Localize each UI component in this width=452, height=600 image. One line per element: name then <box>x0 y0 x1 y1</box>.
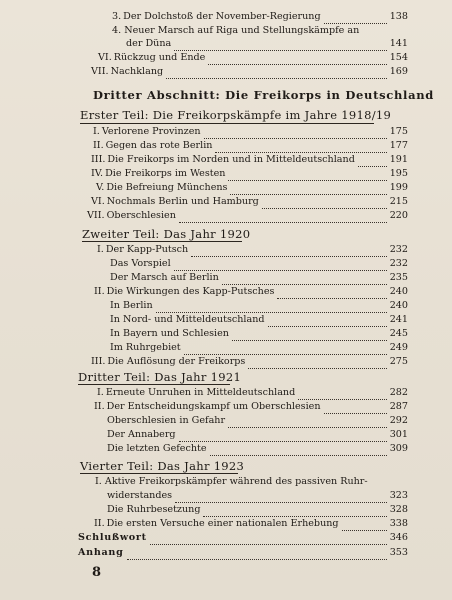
toc-entry <box>94 400 408 414</box>
entry-title: Der Entscheidungskampf um Oberschlesien <box>106 401 321 412</box>
leader-dots <box>127 549 387 560</box>
entry-page: 220 <box>389 210 408 221</box>
entry-title: Der Dolchstoß der November-Regierung <box>123 11 321 22</box>
entry-page: 191 <box>389 154 408 165</box>
entry-page: 338 <box>389 518 408 529</box>
leader-dots <box>277 288 386 299</box>
toc-entry <box>93 125 408 139</box>
entry-title: Schlußwort <box>78 532 147 543</box>
leader-dots <box>175 492 387 503</box>
entry-page: 245 <box>389 328 408 339</box>
part-heading: Zweiter Teil: Das Jahr 1920 <box>82 227 251 241</box>
entry-page: 275 <box>389 356 408 367</box>
entry-title: Die Freikorps im Westen <box>105 168 226 179</box>
leader-dots <box>208 54 386 65</box>
leader-dots <box>228 417 387 428</box>
leader-dots <box>166 68 387 79</box>
leader-dots <box>184 344 387 355</box>
entry-title: Die Ruhrbesetzung <box>107 504 201 515</box>
entry-title: Das Vorspiel <box>110 258 171 269</box>
entry-page: 309 <box>389 443 408 454</box>
section-heading: Dritter Abschnitt: Die Freikorps in Deutschland <box>93 88 435 102</box>
entry-page: 287 <box>389 401 408 412</box>
entry-page: 301 <box>389 429 408 440</box>
leader-dots <box>324 13 387 24</box>
toc-entry <box>112 10 408 24</box>
entry-title: Die Auflösung der Freikorps <box>107 356 246 367</box>
entry-number: II. <box>94 286 105 297</box>
toc-entry <box>110 341 408 355</box>
toc-entry <box>110 271 408 285</box>
leader-dots <box>324 403 387 414</box>
toc-entry <box>110 257 408 271</box>
toc-entry <box>78 546 408 560</box>
leader-dots <box>191 246 386 257</box>
leader-dots <box>174 40 386 51</box>
entry-title: Anhang <box>78 547 124 558</box>
entry-number: VII. <box>87 210 105 221</box>
toc-entry <box>78 531 408 545</box>
entry-number: II. <box>94 518 105 529</box>
entry-title: Nochmals Berlin und Hamburg <box>106 196 259 207</box>
leader-dots <box>342 520 387 531</box>
toc-entry <box>126 37 408 51</box>
leader-dots <box>298 389 386 400</box>
entry-number: 4. <box>112 25 122 36</box>
entry-number: I. <box>97 244 104 255</box>
toc-entry <box>110 313 408 327</box>
entry-title: Aktive Freikorpskämpfer während des passiven Ruhr- <box>104 476 368 487</box>
entry-title: Oberschlesien in Gefahr <box>107 415 226 426</box>
leader-dots <box>248 358 386 369</box>
entry-page: 292 <box>389 415 408 426</box>
toc-entry <box>91 355 408 369</box>
entry-title: widerstandes <box>107 490 173 501</box>
toc-entry <box>110 299 408 313</box>
entry-page: 175 <box>389 126 408 137</box>
entry-number: III. <box>91 356 106 367</box>
leader-dots <box>228 170 386 181</box>
entry-title: In Berlin <box>110 300 153 311</box>
leader-dots <box>204 128 387 139</box>
entry-title: Oberschlesien <box>106 210 176 221</box>
toc-entry <box>97 386 408 400</box>
toc-entry <box>94 517 408 531</box>
toc-entry <box>107 489 408 503</box>
entry-title: Die Freikorps im Norden und in Mitteldeutschland <box>107 154 355 165</box>
entry-page: 141 <box>389 38 408 49</box>
toc-entry <box>94 285 408 299</box>
part-heading: Erster Teil: Die Freikorpskämpfe im Jahre 1918/19 <box>80 108 392 122</box>
entry-title: Gegen das rote Berlin <box>105 140 213 151</box>
entry-title: Neuer Marsch auf Riga und Stellungskämpfe an <box>124 25 360 36</box>
entry-title: Erneute Unruhen in Mitteldeutschland <box>105 387 296 398</box>
toc-entry <box>95 475 368 489</box>
leader-dots <box>232 330 387 341</box>
entry-number: IV. <box>91 168 104 179</box>
entry-page: 249 <box>389 342 408 353</box>
entry-title: der Düna <box>126 38 172 49</box>
entry-page: 323 <box>389 490 408 501</box>
toc-entry <box>96 181 408 195</box>
entry-page: 240 <box>389 300 408 311</box>
leader-dots <box>268 316 387 327</box>
entry-page: 235 <box>389 272 408 283</box>
leader-dots <box>174 260 387 271</box>
page-number: 8 <box>92 565 102 580</box>
entry-page: 199 <box>389 182 408 193</box>
entry-title: Die Wirkungen des Kapp-Putsches <box>106 286 275 297</box>
heading-rule <box>78 384 230 385</box>
heading-rule <box>82 241 242 242</box>
heading-rule <box>80 473 238 474</box>
leader-dots <box>179 431 387 442</box>
part-heading: Dritter Teil: Das Jahr 1921 <box>78 370 242 384</box>
toc-entry <box>107 503 408 517</box>
entry-page: 195 <box>389 168 408 179</box>
toc-entry <box>107 428 408 442</box>
leader-dots <box>262 198 387 209</box>
leader-dots <box>230 184 386 195</box>
entry-page: 177 <box>389 140 408 151</box>
toc-entry <box>107 414 408 428</box>
entry-number: II. <box>94 401 105 412</box>
entry-number: VI. <box>91 196 105 207</box>
entry-page: 215 <box>389 196 408 207</box>
entry-number: V. <box>96 182 105 193</box>
entry-page: 346 <box>389 532 408 543</box>
entry-page: 169 <box>389 66 408 77</box>
entry-title: Die letzten Gefechte <box>107 443 207 454</box>
entry-title: Die Befreiung Münchens <box>106 182 228 193</box>
leader-dots <box>358 156 387 167</box>
toc-entry <box>91 153 408 167</box>
leader-dots <box>150 534 387 545</box>
leader-dots <box>210 445 387 456</box>
entry-number: I. <box>97 387 104 398</box>
entry-title: Rückzug und Ende <box>113 52 206 63</box>
part-heading: Vierter Teil: Das Jahr 1923 <box>80 459 245 473</box>
entry-page: 353 <box>389 547 408 558</box>
entry-page: 232 <box>389 244 408 255</box>
toc-entry <box>107 442 408 456</box>
entry-number: I. <box>93 126 100 137</box>
entry-number: VI. <box>98 52 112 63</box>
toc-entry <box>110 327 408 341</box>
toc-entry <box>91 167 408 181</box>
entry-page: 241 <box>389 314 408 325</box>
entry-number: 3. <box>112 11 122 22</box>
entry-title: In Bayern und Schlesien <box>110 328 229 339</box>
entry-title: Nachklang <box>110 66 164 77</box>
entry-page: 232 <box>389 258 408 269</box>
entry-number: I. <box>95 476 102 487</box>
entry-page: 138 <box>389 11 408 22</box>
toc-entry <box>91 65 408 79</box>
entry-page: 282 <box>389 387 408 398</box>
entry-page: 240 <box>389 286 408 297</box>
toc-entry <box>98 51 408 65</box>
entry-title: Im Ruhrgebiet <box>110 342 181 353</box>
heading-rule <box>80 123 374 124</box>
entry-title: Der Marsch auf Berlin <box>110 272 219 283</box>
leader-dots <box>179 212 387 223</box>
leader-dots <box>222 274 387 285</box>
leader-dots <box>156 302 387 313</box>
toc-entry <box>97 243 408 257</box>
entry-title: Der Annaberg <box>107 429 176 440</box>
entry-title: Der Kapp-Putsch <box>105 244 189 255</box>
entry-page: 154 <box>389 52 408 63</box>
entry-number: VII. <box>91 66 109 77</box>
entry-number: III. <box>91 154 106 165</box>
leader-dots <box>215 142 386 153</box>
toc-entry <box>91 195 408 209</box>
toc-entry <box>87 209 408 223</box>
toc-entry <box>112 24 359 38</box>
entry-number: II. <box>93 140 104 151</box>
entry-title: In Nord- und Mitteldeutschland <box>110 314 265 325</box>
entry-title: Verlorene Provinzen <box>101 126 201 137</box>
toc-entry <box>93 139 408 153</box>
entry-page: 328 <box>389 504 408 515</box>
entry-title: Die ersten Versuche einer nationalen Erhebung <box>106 518 339 529</box>
leader-dots <box>203 506 386 517</box>
